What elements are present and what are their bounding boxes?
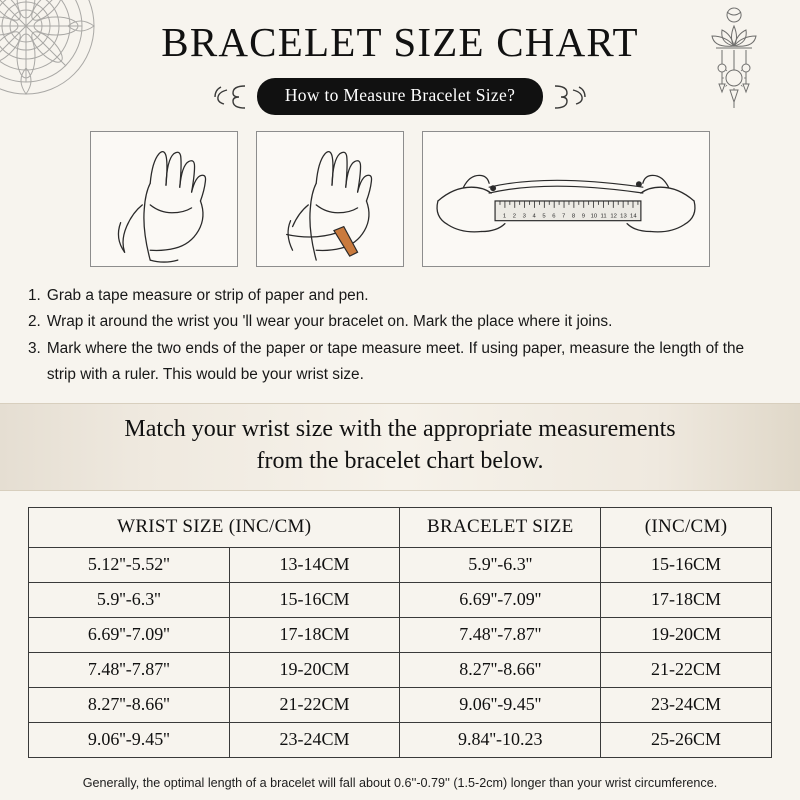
table-row [29,582,772,617]
svg-text:2: 2 [512,213,517,220]
svg-text:1: 1 [502,213,507,220]
column-header-bracelet-size: BRACELET SIZE [400,507,601,547]
match-line-2: from the bracelet chart below. [256,447,544,474]
step-number: 3. [28,339,41,357]
cell-wrist-cm: 19-20CM [229,652,400,687]
hands-measuring-strip-with-ruler-illustration [422,131,710,267]
cell-bracelet-inch: 5.9''-6.3'' [400,547,601,582]
page-title: BRACELET SIZE CHART [161,19,639,65]
size-chart-table-wrap [28,507,772,758]
step-text: Grab a tape measure or strip of paper and pen. [46,287,369,304]
cell-bracelet-cm: 21-22CM [601,652,772,687]
table-row [29,722,772,757]
cell-wrist-inch: 9.06''-9.45'' [29,722,230,757]
cell-bracelet-inch: 9.84''-10.23 [400,722,601,757]
svg-text:4: 4 [532,213,536,220]
svg-text:3: 3 [522,213,526,220]
cell-wrist-inch: 7.48''-7.87'' [29,652,230,687]
hand-with-tape-illustration [90,131,238,267]
cell-wrist-inch: 5.9''-6.3'' [29,582,230,617]
flourish-right-icon [553,82,587,112]
size-chart-table [28,507,772,758]
svg-text:14: 14 [630,213,637,220]
cell-wrist-cm: 23-24CM [229,722,400,757]
svg-text:8: 8 [571,213,576,220]
table-header-row [29,507,772,547]
flourish-left-icon [213,82,247,112]
svg-text:5: 5 [542,213,546,220]
subtitle-banner-row [0,78,800,115]
table-row [29,652,772,687]
svg-text:11: 11 [600,213,607,220]
illustrations-row [0,131,800,267]
svg-text:12: 12 [610,213,617,220]
column-header-wrist-size: WRIST SIZE (INC/CM) [29,507,400,547]
cell-bracelet-inch: 9.06''-9.45'' [400,687,601,722]
column-header-bracelet-units: (INC/CM) [601,507,772,547]
svg-text:10: 10 [590,213,598,220]
footnote: Generally, the optimal length of a bracelet will fall about 0.6''-0.79'' (1.5-2cm) longer than your wrist circumference. [82,776,718,790]
cell-bracelet-cm: 23-24CM [601,687,772,722]
cell-wrist-cm: 21-22CM [229,687,400,722]
cell-wrist-cm: 13-14CM [229,547,400,582]
cell-bracelet-cm: 15-16CM [601,547,772,582]
cell-bracelet-inch: 8.27''-8.66'' [400,652,601,687]
svg-text:9: 9 [581,213,586,220]
cell-wrist-inch: 6.69''-7.09'' [29,617,230,652]
hand-with-paper-strip-illustration [256,131,404,267]
cell-bracelet-cm: 19-20CM [601,617,772,652]
cell-wrist-inch: 8.27''-8.66'' [29,687,230,722]
cell-bracelet-inch: 7.48''-7.87'' [400,617,601,652]
cell-wrist-inch: 5.12''-5.52'' [29,547,230,582]
svg-text:7: 7 [562,213,566,220]
cell-bracelet-cm: 17-18CM [601,582,772,617]
table-row [29,547,772,582]
step-number: 2. [28,313,41,331]
subtitle-pill: How to Measure Bracelet Size? [257,78,543,115]
cell-bracelet-inch: 6.69''-7.09'' [400,582,601,617]
svg-text:6: 6 [552,213,556,220]
match-line-1: Match your wrist size with the appropriate measurements [124,415,676,442]
cell-wrist-cm: 17-18CM [229,617,400,652]
list-item [28,336,772,389]
step-text: Mark where the two ends of the paper or tape measure meet. If using paper, measure the length of the strip with a ruler. This would be your wrist size. [46,339,745,384]
table-row [29,687,772,722]
step-number: 1. [28,287,41,304]
steps-list [28,283,772,389]
cell-bracelet-cm: 25-26CM [601,722,772,757]
svg-text:13: 13 [620,213,627,220]
list-item [28,283,772,309]
list-item [28,309,772,335]
table-row [29,617,772,652]
cell-wrist-cm: 15-16CM [229,582,400,617]
match-instruction-band [0,403,800,491]
step-text: Wrap it around the wrist you 'll wear your bracelet on. Mark the place where it joins. [46,313,613,331]
